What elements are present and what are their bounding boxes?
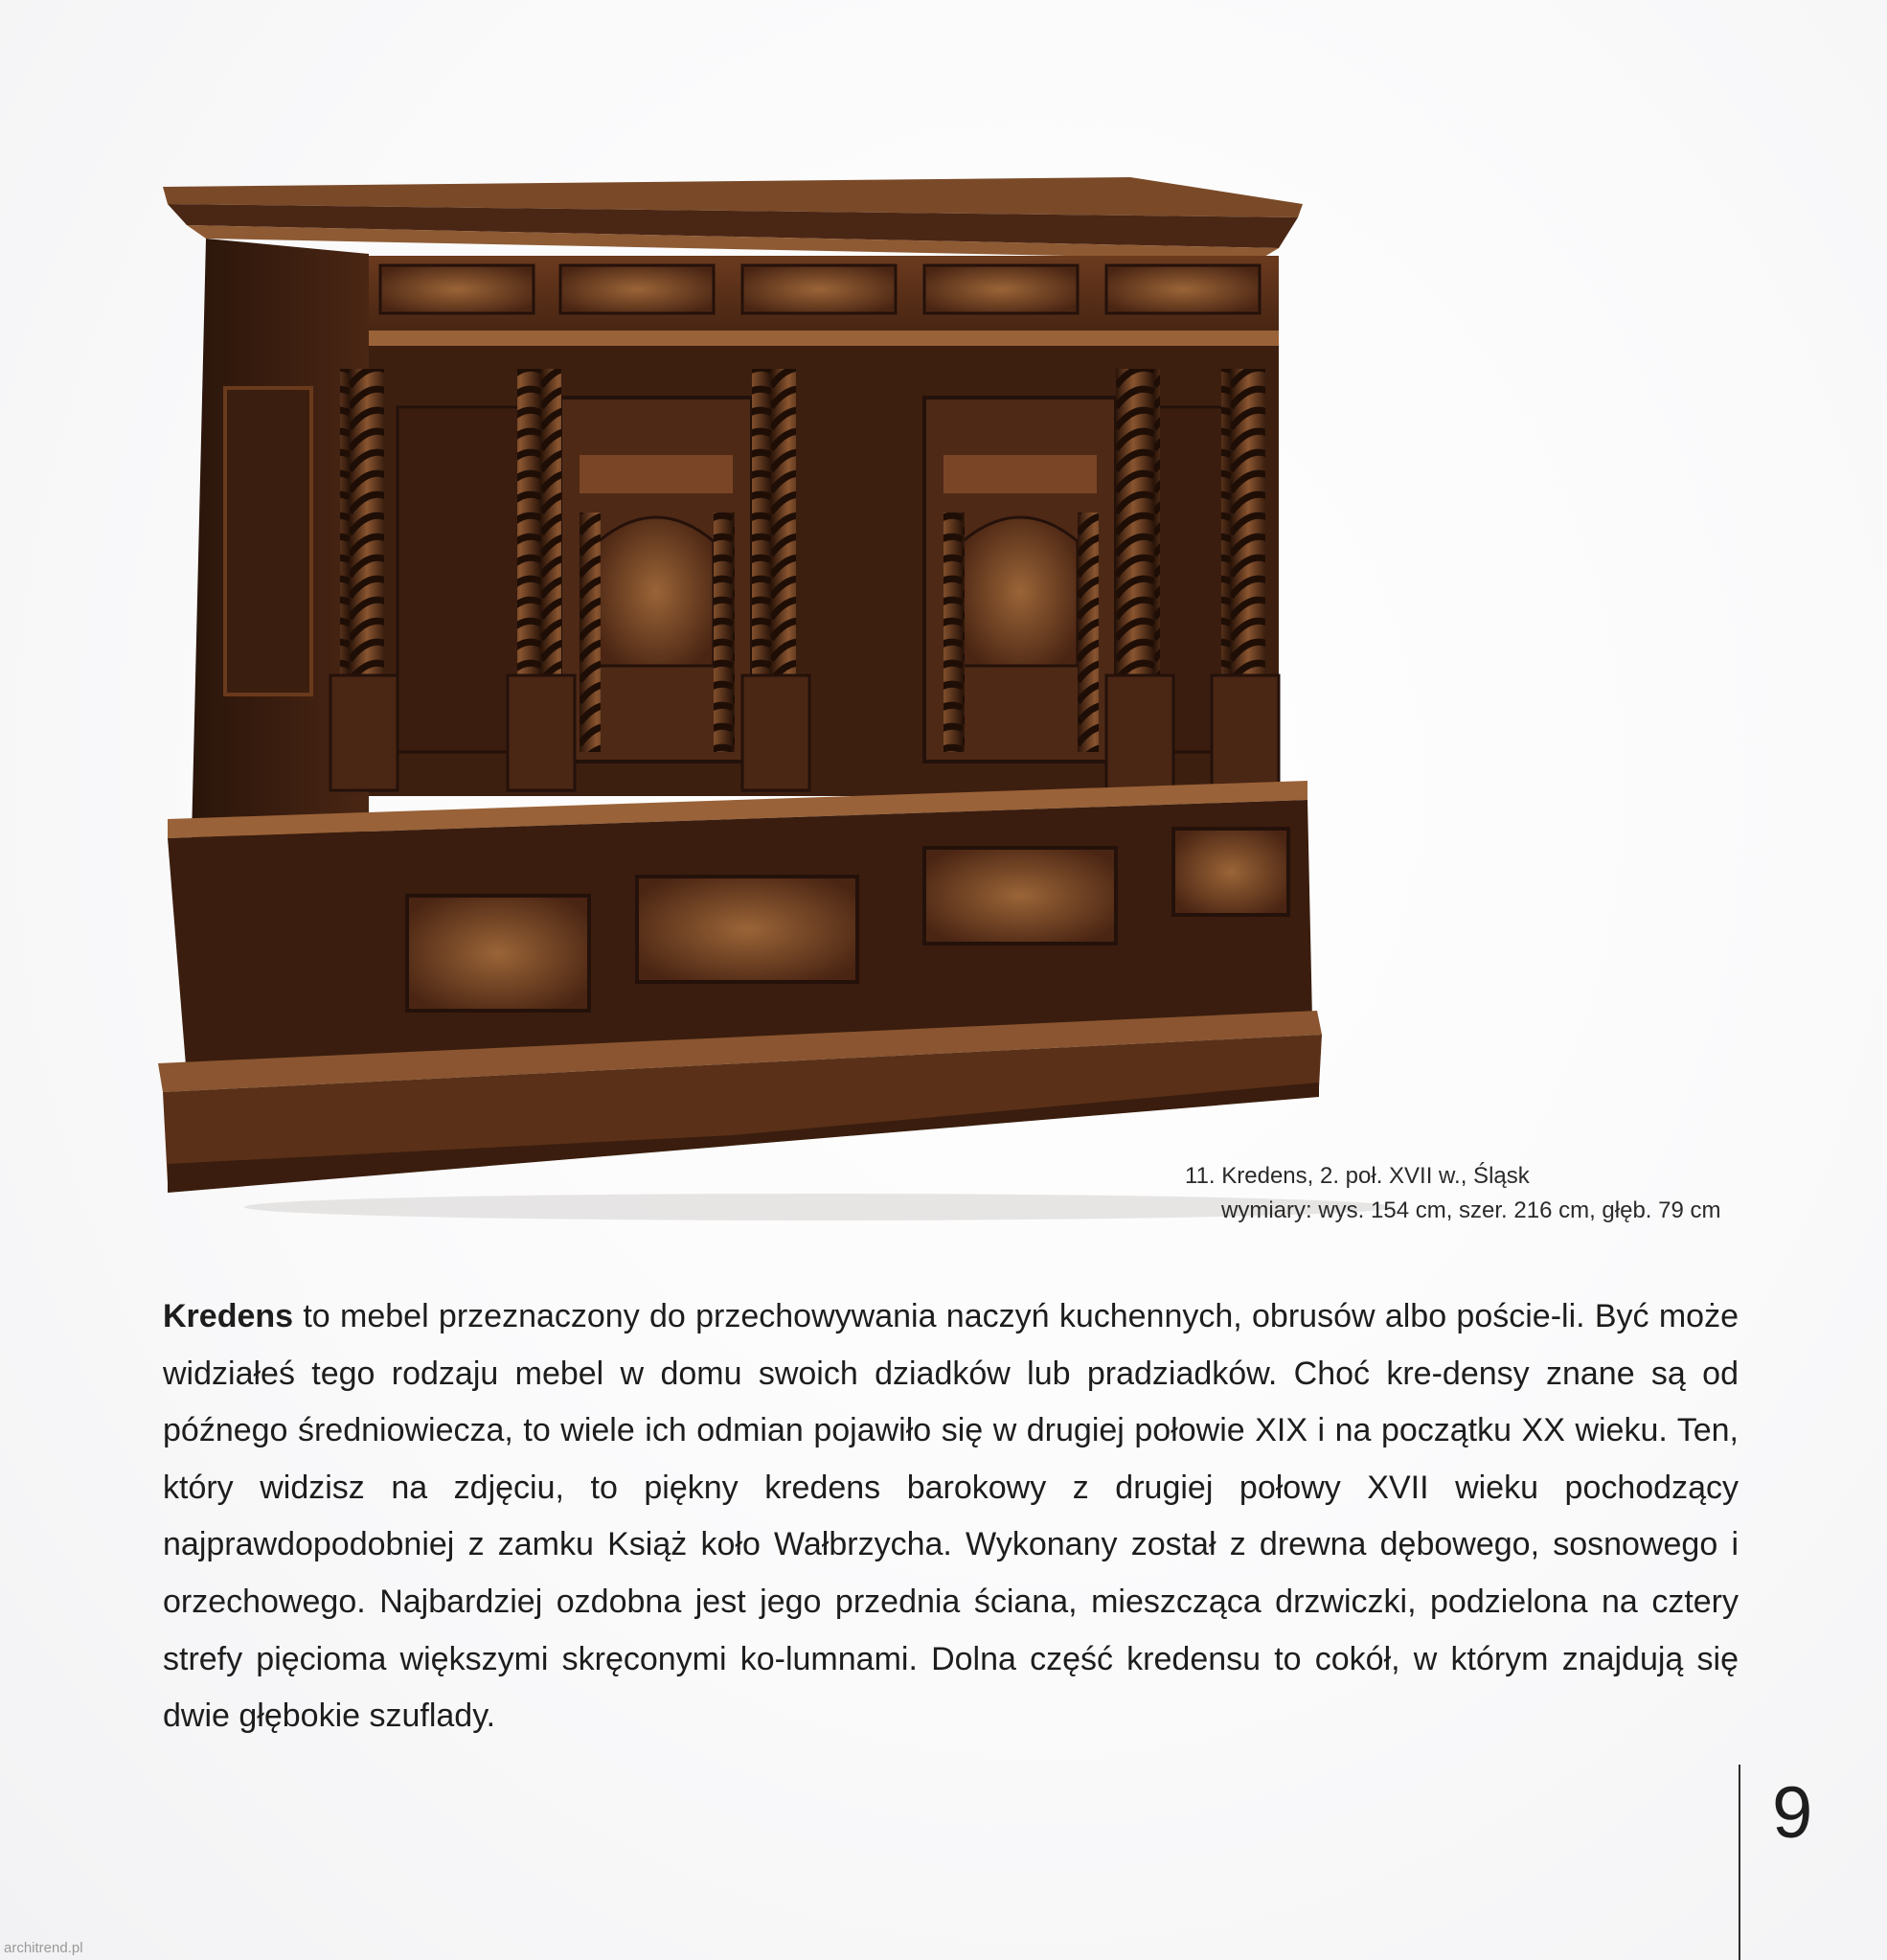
sideboard-photo [158, 168, 1480, 1221]
lead-term: Kredens [163, 1298, 294, 1334]
body-paragraph [163, 1288, 1739, 1745]
caption-title: 11. Kredens, 2. poł. XVII w., Śląsk [1185, 1163, 1530, 1189]
page-number: 9 [1772, 1772, 1813, 1854]
watermark-text: architrend.pl [4, 1940, 83, 1956]
caption-dimensions: wymiary: wys. 154 cm, szer. 216 cm, głęb. 79 cm [1221, 1197, 1721, 1223]
paragraph-text: to mebel przeznaczony do przechowywania naczyń kuchennych, obrusów albo poście-li. Być może widziałeś tego rodzaju mebel w domu swoich dziadków lub pradziadków. Choć kre-densy znane są od późnego średniowiecza, to wiele ich odmian pojawiło się w drugiej połowie XIX i na początku XX wieku. Ten, który widzisz na zdjęciu, to piękny kredens barokowy z drugiej połowy XVII wieku pochodzący najprawdopodobniej z zamku Książ koło Wałbrzycha. Wykonany został z drewna dębowego, sosnowego i orzechowego. Najbardziej ozdobna jest jego przednia ściana, mieszcząca drzwiczki, podzielona na cztery strefy pięcioma większymi skręconymi ko-lumnami. Dolna część kredensu to cokół, w którym znajdują się dwie głębokie szuflady. [163, 1298, 1739, 1735]
baroque-sideboard-icon [158, 168, 1480, 1221]
page-number-divider [1739, 1765, 1740, 1960]
figure-caption [1159, 1159, 1772, 1228]
